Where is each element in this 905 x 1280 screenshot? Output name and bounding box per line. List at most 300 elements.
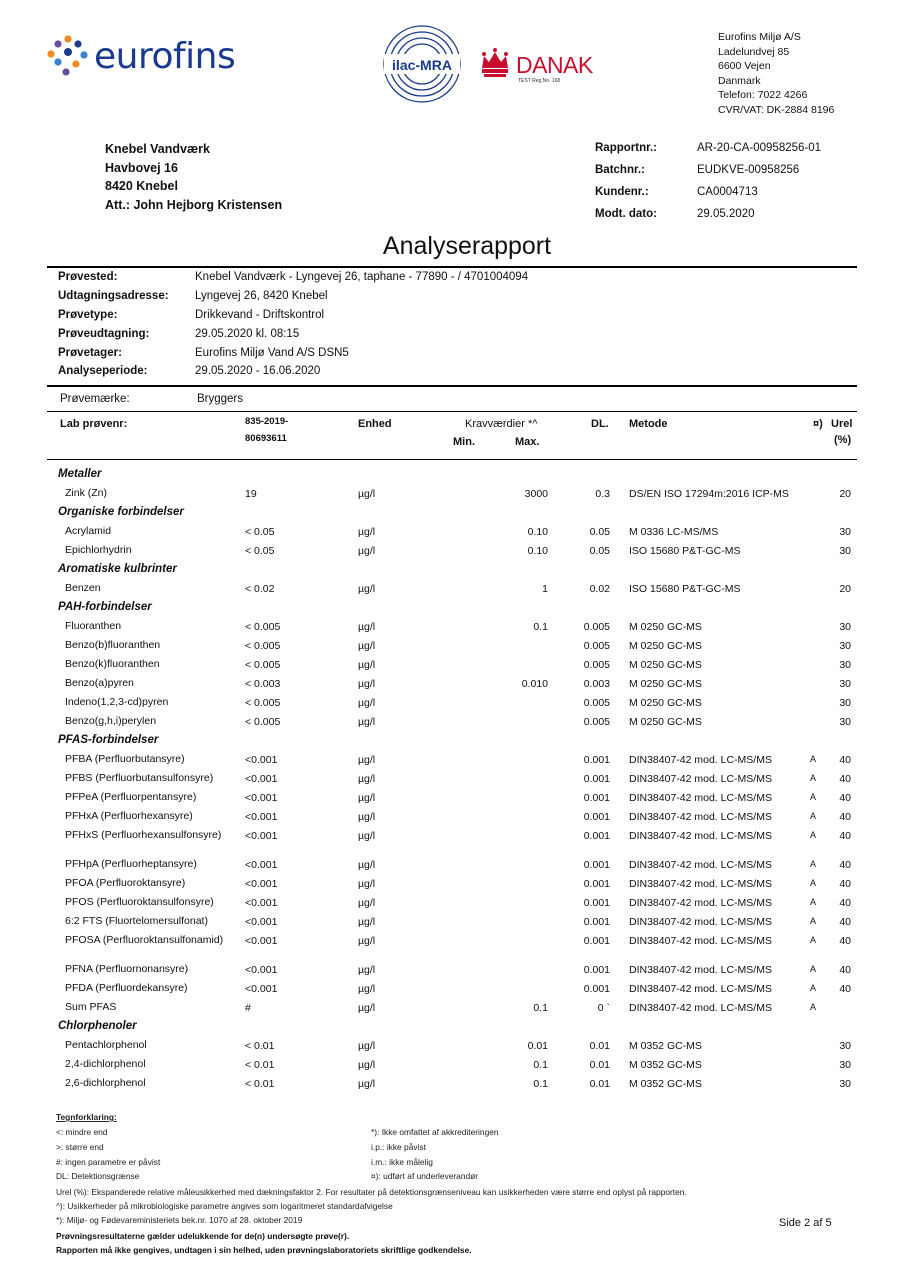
result-flag: A: [810, 754, 817, 764]
result-value: <0.001: [245, 935, 278, 947]
result-flag: A: [810, 878, 817, 888]
result-unit: µg/l: [358, 916, 376, 928]
result-method: ISO 15680 P&T-GC-MS: [629, 545, 741, 557]
result-name: Zink (Zn): [65, 487, 107, 499]
result-urel: 40: [839, 916, 851, 928]
sample-info: [58, 268, 528, 381]
result-flag: A: [810, 859, 817, 869]
result-value: < 0.005: [245, 640, 281, 652]
result-value: <0.001: [245, 859, 278, 871]
result-unit: µg/l: [358, 878, 376, 890]
result-value: < 0.005: [245, 621, 281, 633]
result-value: < 0.01: [245, 1040, 275, 1052]
result-flag: A: [810, 792, 817, 802]
result-value: < 0.005: [245, 659, 281, 671]
result-dl: 0.005: [583, 716, 610, 728]
info-label: Prøvetype:: [58, 308, 118, 321]
info-value: Knebel Vandværk - Lyngevej 26, taphane - 77890 - / 4701004094: [195, 271, 529, 284]
company-address: [718, 30, 834, 118]
result-method: DIN38407-42 mod. LC-MS/MS: [629, 830, 772, 842]
info-value: 29.05.2020 kl. 08:15: [195, 327, 300, 340]
result-name: Epichlorhydrin: [65, 544, 132, 556]
company-line: Telefon: 7022 4266: [718, 89, 808, 102]
legend-note: *): Miljø- og Fødevareministeriets bek.nr. 1070 af 28. oktober 2019: [56, 1215, 303, 1225]
result-urel: 40: [839, 773, 851, 785]
result-method: M 0250 GC-MS: [629, 640, 702, 652]
section-header: [0, 466, 905, 485]
result-unit: µg/l: [358, 859, 376, 871]
section-title: Chlorphenoler: [58, 1020, 137, 1032]
result-name: PFOSA (Perfluoroktansulfonamid): [65, 934, 224, 946]
col-header-unit: Enhed: [358, 418, 392, 430]
result-value: < 0.01: [245, 1078, 275, 1090]
result-unit: µg/l: [358, 897, 376, 909]
crown-icon: [478, 46, 512, 80]
meta-label: Batchnr.:: [595, 164, 645, 176]
result-method: M 0250 GC-MS: [629, 621, 702, 633]
result-dl: 0.005: [583, 659, 610, 671]
result-dl: 0.001: [583, 935, 610, 947]
result-dl: 0.001: [583, 897, 610, 909]
result-value: <0.001: [245, 754, 278, 766]
result-dl: 0.001: [583, 792, 610, 804]
legend-note: Urel (%): Ekspanderede relative måleusikkerhed med dækningsfaktor 2. For resultater på detektionsgrænseniveau kan usikkerheden være større end oplyst på rapporten.: [56, 1187, 687, 1197]
meta-row: [595, 203, 821, 225]
table-row: [0, 875, 905, 894]
table-row: [0, 999, 905, 1018]
result-name: Pentachlorphenol: [65, 1039, 147, 1051]
result-dl: 0.001: [583, 964, 610, 976]
result-value: 19: [245, 488, 257, 500]
col-header-min: Min.: [453, 436, 475, 448]
info-row: [58, 324, 528, 343]
divider: [47, 411, 857, 412]
result-value: <0.001: [245, 964, 278, 976]
result-name: PFNA (Perfluornonansyre): [65, 963, 189, 975]
result-name: 2,6-dichlorphenol: [65, 1077, 146, 1089]
table-row: [0, 808, 905, 827]
info-row: [58, 268, 528, 287]
result-dl: 0.01: [589, 1059, 610, 1071]
table-row: [0, 932, 905, 961]
result-max: 0.1: [533, 1002, 548, 1014]
col-header-lab: Lab prøvenr:: [60, 418, 128, 430]
result-unit: µg/l: [358, 792, 376, 804]
result-flag: A: [810, 1002, 817, 1012]
result-max: 0.1: [533, 1059, 548, 1071]
result-unit: µg/l: [358, 716, 376, 728]
info-label: Prøveudtagning:: [58, 327, 150, 340]
result-dl: 0.005: [583, 697, 610, 709]
table-row: [0, 789, 905, 808]
table-row: [0, 1075, 905, 1094]
info-row: [58, 343, 528, 362]
table-row: [0, 856, 905, 875]
result-unit: µg/l: [358, 678, 376, 690]
result-flag: A: [810, 964, 817, 974]
result-method: M 0250 GC-MS: [629, 659, 702, 671]
legend-title: Tegnforklaring:: [56, 1112, 117, 1122]
result-urel: 40: [839, 792, 851, 804]
result-method: M 0352 GC-MS: [629, 1040, 702, 1052]
result-urel: 30: [839, 526, 851, 538]
col-header-dl: DL.: [591, 418, 609, 430]
result-dl: 0.05: [589, 526, 610, 538]
result-dl: 0.001: [583, 916, 610, 928]
result-max: 0.1: [533, 1078, 548, 1090]
section-header: [0, 561, 905, 580]
result-urel: 40: [839, 811, 851, 823]
page-number: Side 2 af 5: [779, 1217, 832, 1229]
result-urel: 30: [839, 621, 851, 633]
result-unit: µg/l: [358, 830, 376, 842]
info-value: Drikkevand - Driftskontrol: [195, 308, 325, 321]
result-value: < 0.02: [245, 583, 275, 595]
table-row: [0, 656, 905, 675]
result-flag: A: [810, 916, 817, 926]
divider: [47, 459, 857, 460]
result-max: 0.10: [527, 545, 548, 557]
sample-mark-value: Bryggers: [197, 393, 244, 405]
sample-mark: [60, 393, 243, 405]
result-name: PFBA (Perfluorbutansyre): [65, 753, 185, 765]
result-unit: µg/l: [358, 964, 376, 976]
section-header: [0, 1018, 905, 1037]
result-dl: 0.003: [583, 678, 610, 690]
result-method: DIN38407-42 mod. LC-MS/MS: [629, 878, 772, 890]
result-flag: A: [810, 773, 817, 783]
info-value: Eurofins Miljø Vand A/S DSN5: [195, 346, 349, 359]
result-urel: 40: [839, 754, 851, 766]
section-header: [0, 732, 905, 751]
result-unit: µg/l: [358, 640, 376, 652]
result-method: DIN38407-42 mod. LC-MS/MS: [629, 897, 772, 909]
result-dl: 0.02: [589, 583, 610, 595]
section-header: [0, 599, 905, 618]
result-unit: µg/l: [358, 545, 376, 557]
result-dl: 0.001: [583, 773, 610, 785]
result-urel: 30: [839, 697, 851, 709]
result-name: PFOA (Perfluoroktansyre): [65, 877, 186, 889]
legend-item: >: større end: [56, 1142, 104, 1152]
report-title: Analyserapport: [382, 232, 552, 260]
result-name: PFDA (Perfluordekansyre): [65, 982, 188, 994]
meta-value: CA0004713: [697, 186, 758, 198]
result-value: <0.001: [245, 773, 278, 785]
info-label: Prøvetager:: [58, 346, 122, 359]
result-dl: 0.001: [583, 830, 610, 842]
result-name: PFHxS (Perfluorhexansulfonsyre): [65, 829, 222, 841]
table-row: [0, 770, 905, 789]
meta-row: [595, 159, 821, 181]
col-header-sample-id: 835-2019-: [245, 416, 289, 427]
table-row: [0, 713, 905, 732]
result-name: PFPeA (Perfluorpentansyre): [65, 791, 197, 803]
legend-item: i.p.: ikke påvist: [371, 1142, 426, 1152]
result-unit: µg/l: [358, 1078, 376, 1090]
result-value: < 0.005: [245, 697, 281, 709]
section-title: Metaller: [58, 468, 102, 480]
result-value: < 0.01: [245, 1059, 275, 1071]
result-name: PFBS (Perfluorbutansulfonsyre): [65, 772, 214, 784]
result-name: PFHxA (Perfluorhexansyre): [65, 810, 193, 822]
result-dl: 0.01: [589, 1040, 610, 1052]
eurofins-logo-text: eurofins: [94, 35, 236, 77]
result-value: #: [245, 1002, 251, 1014]
meta-value: 29.05.2020: [697, 208, 755, 220]
result-dl: 0.001: [583, 754, 610, 766]
legend-item: *): Ikke omfattet af akkrediteringen: [371, 1127, 499, 1137]
legend-item: i.m.: ikke målelig: [371, 1157, 433, 1167]
company-line: CVR/VAT: DK-2884 8196: [718, 103, 835, 116]
table-row: [0, 980, 905, 999]
table-row: [0, 913, 905, 932]
result-method: M 0336 LC-MS/MS: [629, 526, 719, 538]
result-method: DIN38407-42 mod. LC-MS/MS: [629, 964, 772, 976]
result-name: PFOS (Perfluoroktansulfonsyre): [65, 896, 214, 908]
result-dl: 0.001: [583, 859, 610, 871]
result-dl: 0.005: [583, 621, 610, 633]
result-unit: µg/l: [358, 526, 376, 538]
result-method: ISO 15680 P&T-GC-MS: [629, 583, 741, 595]
info-value: Lyngevej 26, 8420 Knebel: [195, 290, 328, 303]
result-unit: µg/l: [358, 488, 376, 500]
section-title: Aromatiske kulbrinter: [58, 563, 177, 575]
result-max: 0.010: [521, 678, 548, 690]
meta-label: Kundenr.:: [595, 186, 649, 198]
result-unit: µg/l: [358, 697, 376, 709]
result-urel: 40: [839, 897, 851, 909]
company-line: Danmark: [718, 74, 761, 87]
info-label: Prøvested:: [58, 271, 118, 284]
result-unit: µg/l: [358, 935, 376, 947]
results-table: [0, 466, 905, 1094]
col-header-flag: ¤): [813, 418, 823, 430]
result-method: DIN38407-42 mod. LC-MS/MS: [629, 754, 772, 766]
meta-row: [595, 181, 821, 203]
col-header-method: Metode: [629, 418, 668, 430]
result-unit: µg/l: [358, 811, 376, 823]
result-dl: 0.05: [589, 545, 610, 557]
result-urel: 30: [839, 640, 851, 652]
result-unit: µg/l: [358, 621, 376, 633]
table-row: [0, 694, 905, 713]
result-method: M 0250 GC-MS: [629, 716, 702, 728]
result-name: Benzo(b)fluoranthen: [65, 639, 161, 651]
result-value: <0.001: [245, 983, 278, 995]
section-title: PAH-forbindelser: [58, 601, 152, 613]
meta-value: EUDKVE-00958256: [697, 164, 800, 176]
result-method: DIN38407-42 mod. LC-MS/MS: [629, 792, 772, 804]
result-name: PFHpA (Perfluorheptansyre): [65, 858, 197, 870]
result-unit: µg/l: [358, 1059, 376, 1071]
company-line: Eurofins Miljø A/S: [718, 31, 801, 43]
result-unit: µg/l: [358, 773, 376, 785]
legend-item: ¤): udført af underleverandør: [371, 1171, 479, 1181]
result-value: <0.001: [245, 916, 278, 928]
col-header-max: Max.: [515, 436, 540, 448]
recipient-line: Havbovej 16: [105, 160, 178, 175]
recipient-line: Knebel Vandværk: [105, 142, 210, 156]
recipient-line: Att.: John Hejborg Kristensen: [105, 197, 283, 212]
result-urel: 40: [839, 859, 851, 871]
result-urel: 30: [839, 716, 851, 728]
result-urel: 40: [839, 964, 851, 976]
result-dl: 0 `: [597, 1002, 610, 1014]
result-urel: 40: [839, 830, 851, 842]
info-row: [58, 306, 528, 325]
result-urel: 30: [839, 1040, 851, 1052]
table-row: [0, 580, 905, 599]
result-value: <0.001: [245, 897, 278, 909]
result-urel: 20: [839, 488, 851, 500]
result-method: DIN38407-42 mod. LC-MS/MS: [629, 811, 772, 823]
report-meta: [595, 137, 821, 225]
result-method: M 0250 GC-MS: [629, 697, 702, 709]
result-name: 2,4-dichlorphenol: [65, 1058, 146, 1070]
info-row: [58, 362, 528, 381]
table-row: [0, 485, 905, 504]
result-name: 6:2 FTS (Fluortelomersulfonat): [65, 915, 208, 927]
table-row: [0, 1056, 905, 1075]
result-value: <0.001: [245, 792, 278, 804]
table-row: [0, 827, 905, 856]
divider: [47, 385, 857, 387]
result-name: Benzo(g,h,i)perylen: [65, 715, 157, 727]
result-dl: 0.005: [583, 640, 610, 652]
result-name: Sum PFAS: [65, 1001, 117, 1013]
col-header-urel: Urel: [831, 418, 853, 430]
result-value: < 0.05: [245, 545, 275, 557]
result-unit: µg/l: [358, 1002, 376, 1014]
result-urel: 30: [839, 545, 851, 557]
meta-value: AR-20-CA-00958256-01: [697, 142, 822, 154]
result-urel: 40: [839, 878, 851, 890]
sample-mark-label: Prøvemærke:: [60, 393, 130, 405]
table-row: [0, 675, 905, 694]
result-method: M 0250 GC-MS: [629, 678, 702, 690]
result-flag: A: [810, 830, 817, 840]
result-name: Benzo(a)pyren: [65, 677, 134, 689]
col-header-sample-id: 80693611: [245, 433, 287, 444]
result-value: < 0.005: [245, 716, 281, 728]
result-unit: µg/l: [358, 754, 376, 766]
recipient-address: [105, 140, 282, 214]
result-urel: 30: [839, 659, 851, 671]
company-line: Ladelundvej 85: [718, 45, 790, 58]
disclaimer: Rapporten må ikke gengives, undtagen i sin helhed, uden prøvningslaboratoriets skriftlige godkendelse.: [56, 1245, 472, 1255]
result-max: 1: [542, 583, 548, 595]
table-row: [0, 1037, 905, 1056]
result-value: < 0.003: [245, 678, 281, 690]
result-flag: A: [810, 935, 817, 945]
result-flag: A: [810, 983, 817, 993]
ilac-mra-text: ilac-MRA: [392, 57, 452, 73]
section-title: Organiske forbindelser: [58, 506, 184, 518]
info-label: Udtagningsadresse:: [58, 290, 169, 303]
danak-text: DANAK: [516, 52, 593, 78]
result-value: < 0.05: [245, 526, 275, 538]
result-method: DIN38407-42 mod. LC-MS/MS: [629, 983, 772, 995]
result-method: DIN38407-42 mod. LC-MS/MS: [629, 916, 772, 928]
result-name: Benzen: [65, 582, 101, 594]
danak-logo: [478, 42, 608, 88]
result-value: <0.001: [245, 811, 278, 823]
result-unit: µg/l: [358, 659, 376, 671]
result-dl: 0.3: [595, 488, 610, 500]
result-dl: 0.01: [589, 1078, 610, 1090]
result-unit: µg/l: [358, 983, 376, 995]
recipient-line: 8420 Knebel: [105, 179, 178, 194]
result-urel: 40: [839, 983, 851, 995]
result-max: 0.01: [527, 1040, 548, 1052]
result-value: <0.001: [245, 830, 278, 842]
result-max: 0.10: [527, 526, 548, 538]
result-method: DS/EN ISO 17294m:2016 ICP-MS: [629, 488, 789, 500]
result-urel: 40: [839, 935, 851, 947]
result-flag: A: [810, 897, 817, 907]
result-urel: 30: [839, 678, 851, 690]
col-header-urel-unit: (%): [834, 434, 852, 446]
legend-note: ^): Usikkerheder på mikrobiologiske parametre angives som logaritmeret standardafvigelse: [56, 1201, 393, 1211]
table-row: [0, 961, 905, 980]
result-name: Acrylamid: [65, 525, 112, 537]
eurofins-logo-icon: [46, 34, 90, 78]
section-header: [0, 504, 905, 523]
legend-item: #: ingen parametre er påvist: [56, 1157, 161, 1167]
info-row: [58, 287, 528, 306]
result-method: M 0352 GC-MS: [629, 1059, 702, 1071]
company-line: 6600 Vejen: [718, 60, 771, 73]
result-name: Benzo(k)fluoranthen: [65, 658, 160, 670]
result-urel: 30: [839, 1059, 851, 1071]
info-value: 29.05.2020 - 16.06.2020: [195, 365, 321, 378]
danak-reg-text: TEST Reg.No. 168: [518, 78, 561, 84]
result-unit: µg/l: [358, 1040, 376, 1052]
result-value: <0.001: [245, 878, 278, 890]
table-row: [0, 751, 905, 770]
result-method: DIN38407-42 mod. LC-MS/MS: [629, 859, 772, 871]
table-row: [0, 894, 905, 913]
result-dl: 0.001: [583, 878, 610, 890]
meta-label: Modt. dato:: [595, 208, 657, 220]
disclaimer: Prøvningsresultaterne gælder udelukkende for de(n) undersøgte prøve(r).: [56, 1231, 350, 1241]
table-row: [0, 637, 905, 656]
result-method: DIN38407-42 mod. LC-MS/MS: [629, 935, 772, 947]
info-label: Analyseperiode:: [58, 365, 148, 378]
table-row: [0, 618, 905, 637]
result-max: 3000: [524, 488, 548, 500]
result-unit: µg/l: [358, 583, 376, 595]
result-name: Indeno(1,2,3-cd)pyren: [65, 696, 169, 708]
result-flag: A: [810, 811, 817, 821]
section-title: PFAS-forbindelser: [58, 734, 159, 746]
result-max: 0.1: [533, 621, 548, 633]
result-name: Fluoranthen: [65, 620, 122, 632]
eurofins-logo: [46, 32, 261, 80]
col-header-requirements: Kravværdier *^: [465, 418, 538, 430]
ilac-mra-logo: [382, 20, 462, 108]
result-urel: 30: [839, 1078, 851, 1090]
legend-item: DL: Detektionsgrænse: [56, 1171, 140, 1181]
table-row: [0, 523, 905, 542]
result-urel: 20: [839, 583, 851, 595]
table-row: [0, 542, 905, 561]
result-method: DIN38407-42 mod. LC-MS/MS: [629, 773, 772, 785]
result-dl: 0.001: [583, 983, 610, 995]
result-method: DIN38407-42 mod. LC-MS/MS: [629, 1002, 772, 1014]
meta-row: [595, 137, 821, 159]
